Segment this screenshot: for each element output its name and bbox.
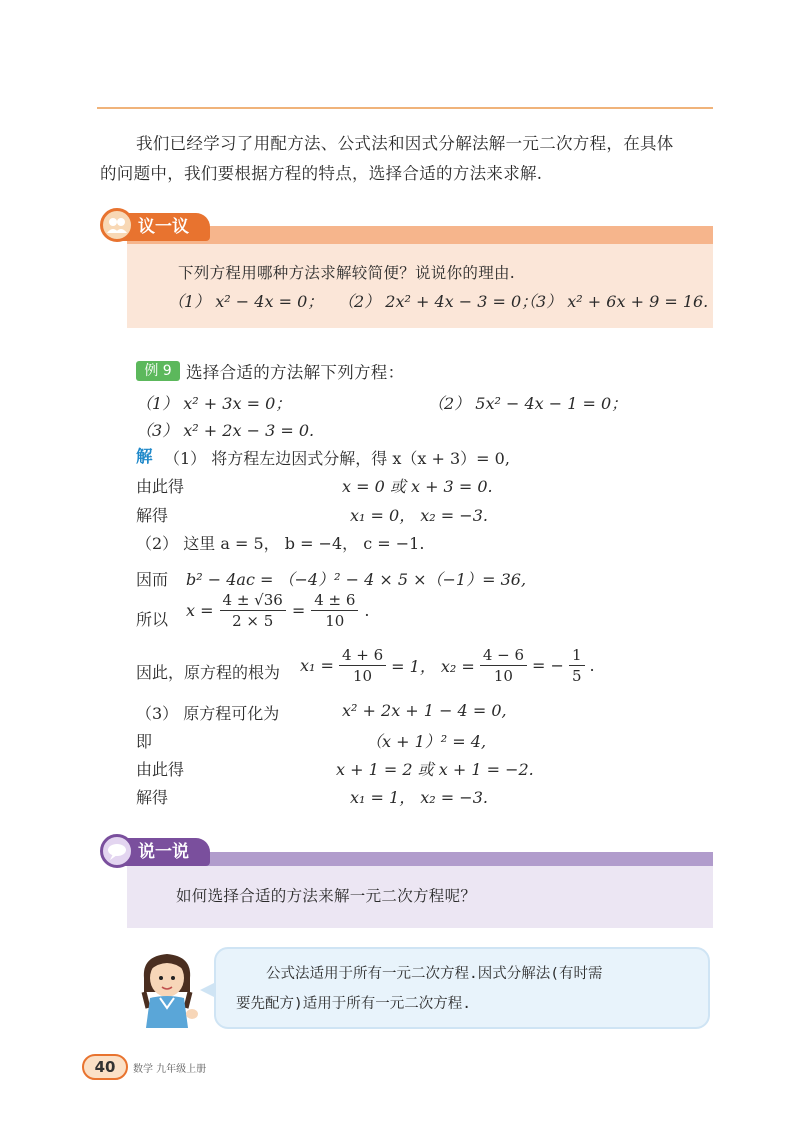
solution-3-line-4-label: 解得 (136, 788, 169, 807)
fraction-denominator: 2 × 5 (232, 612, 274, 630)
solution-2-line-2-label: 因而 (136, 570, 169, 589)
speak-bubble-icon (100, 834, 134, 868)
fraction-root-1 (339, 645, 386, 686)
solution-3-line-2-label: 即 (136, 732, 153, 751)
root-mid: = 1， x₂ = (391, 657, 475, 676)
discuss-people-icon (100, 208, 134, 242)
fraction-simplified (311, 590, 358, 631)
fraction-numerator: 4 ± 6 (311, 590, 358, 611)
fraction-denominator: 10 (325, 612, 345, 630)
solution-2-line-2-eq: b² − 4ac = （−4）² − 4 × 5 ×（−1）= 36, (186, 570, 527, 589)
fraction-quadratic (220, 590, 286, 631)
speech-bubble (214, 947, 710, 1029)
bubble-line-1: 公式法适用于所有一元二次方程.因式分解法(有时需 (266, 966, 603, 982)
root-equals: = − (532, 656, 564, 675)
fraction-numerator: 4 + 6 (339, 645, 386, 666)
formula-period: . (364, 601, 370, 620)
solution-3-line-4-eq: x₁ = 1， x₂ = −3. (350, 788, 488, 807)
solution-2-line-3-label: 所以 (136, 610, 169, 629)
solution-1-line-1: （1） 将方程左边因式分解，得 x（x + 3）= 0, (164, 449, 510, 468)
page-number: 40 (82, 1054, 128, 1080)
fraction-root-2-simplified (569, 645, 585, 686)
root-x1: x₁ = (300, 656, 334, 675)
solution-1-line-2-eq: x = 0 或 x + 3 = 0. (342, 477, 493, 496)
fraction-denominator: 10 (352, 667, 373, 685)
solution-1-line-2-label: 由此得 (136, 477, 185, 496)
solution-3-line-2-eq: （x + 1）² = 4, (366, 732, 487, 751)
intro-line-1: 我们已经学习了用配方法、公式法和因式分解法解一元二次方程，在具体 (136, 134, 674, 153)
solution-3-line-1-eq: x² + 2x + 1 − 4 = 0, (342, 701, 507, 720)
fraction-numerator: 1 (569, 645, 585, 666)
header-rule (97, 107, 713, 109)
root-period: . (589, 656, 595, 675)
fraction-denominator: 5 (571, 667, 582, 685)
discuss-tab: 议一议 (118, 213, 210, 241)
solution-3-line-3-label: 由此得 (136, 760, 185, 779)
fraction-numerator: 4 − 6 (480, 645, 527, 666)
example-eq-1: （1） x² + 3x = 0； (136, 394, 292, 413)
formula-x: x = (186, 601, 214, 620)
discuss-eq-1: （1） x² − 4x = 0； (168, 292, 324, 311)
footer-book-title: 数学 九年级上册 (133, 1064, 207, 1075)
solution-3-line-1-label: （3） 原方程可化为 (136, 704, 280, 723)
example-eq-2: （2） 5x² − 4x − 1 = 0； (428, 394, 628, 413)
speak-banner (127, 852, 713, 866)
discuss-question: 下列方程用哪种方法求解较简便？说说你的理由. (178, 264, 516, 282)
speak-question: 如何选择合适的方法来解一元二次方程呢？ (176, 887, 477, 905)
student-girl-illustration (132, 948, 202, 1028)
intro-line-2: 的问题中，我们要根据方程的特点，选择合适的方法来求解. (100, 164, 543, 183)
discuss-eq-2: （2） 2x² + 4x − 3 = 0； (338, 292, 538, 311)
fraction-numerator: 4 ± √36 (220, 590, 286, 611)
bubble-line-2: 要先配方)适用于所有一元二次方程. (236, 996, 471, 1012)
formula-equals: = (291, 601, 306, 620)
speak-tab: 说一说 (118, 838, 210, 866)
solution-2-line-4-label: 因此，原方程的根为 (136, 663, 281, 682)
fraction-denominator: 10 (493, 667, 513, 685)
solution-label: 解 (136, 447, 153, 466)
fraction-root-2 (480, 645, 527, 686)
solution-1-line-3-eq: x₁ = 0， x₂ = −3. (350, 506, 488, 525)
example-eq-3: （3） x² + 2x − 3 = 0. (136, 421, 315, 440)
solution-2-formula (186, 590, 370, 631)
solution-1-line-3-label: 解得 (136, 506, 169, 525)
example-title: 选择合适的方法解下列方程： (186, 363, 405, 382)
solution-2-roots (300, 645, 595, 686)
discuss-banner (127, 226, 713, 244)
solution-3-line-3-eq: x + 1 = 2 或 x + 1 = −2. (336, 760, 534, 779)
solution-2-line-1: （2） 这里 a = 5， b = −4， c = −1. (136, 534, 425, 553)
discuss-eq-3: （3） x² + 6x + 9 = 16. (520, 292, 709, 311)
example-badge: 例 9 (136, 361, 180, 381)
